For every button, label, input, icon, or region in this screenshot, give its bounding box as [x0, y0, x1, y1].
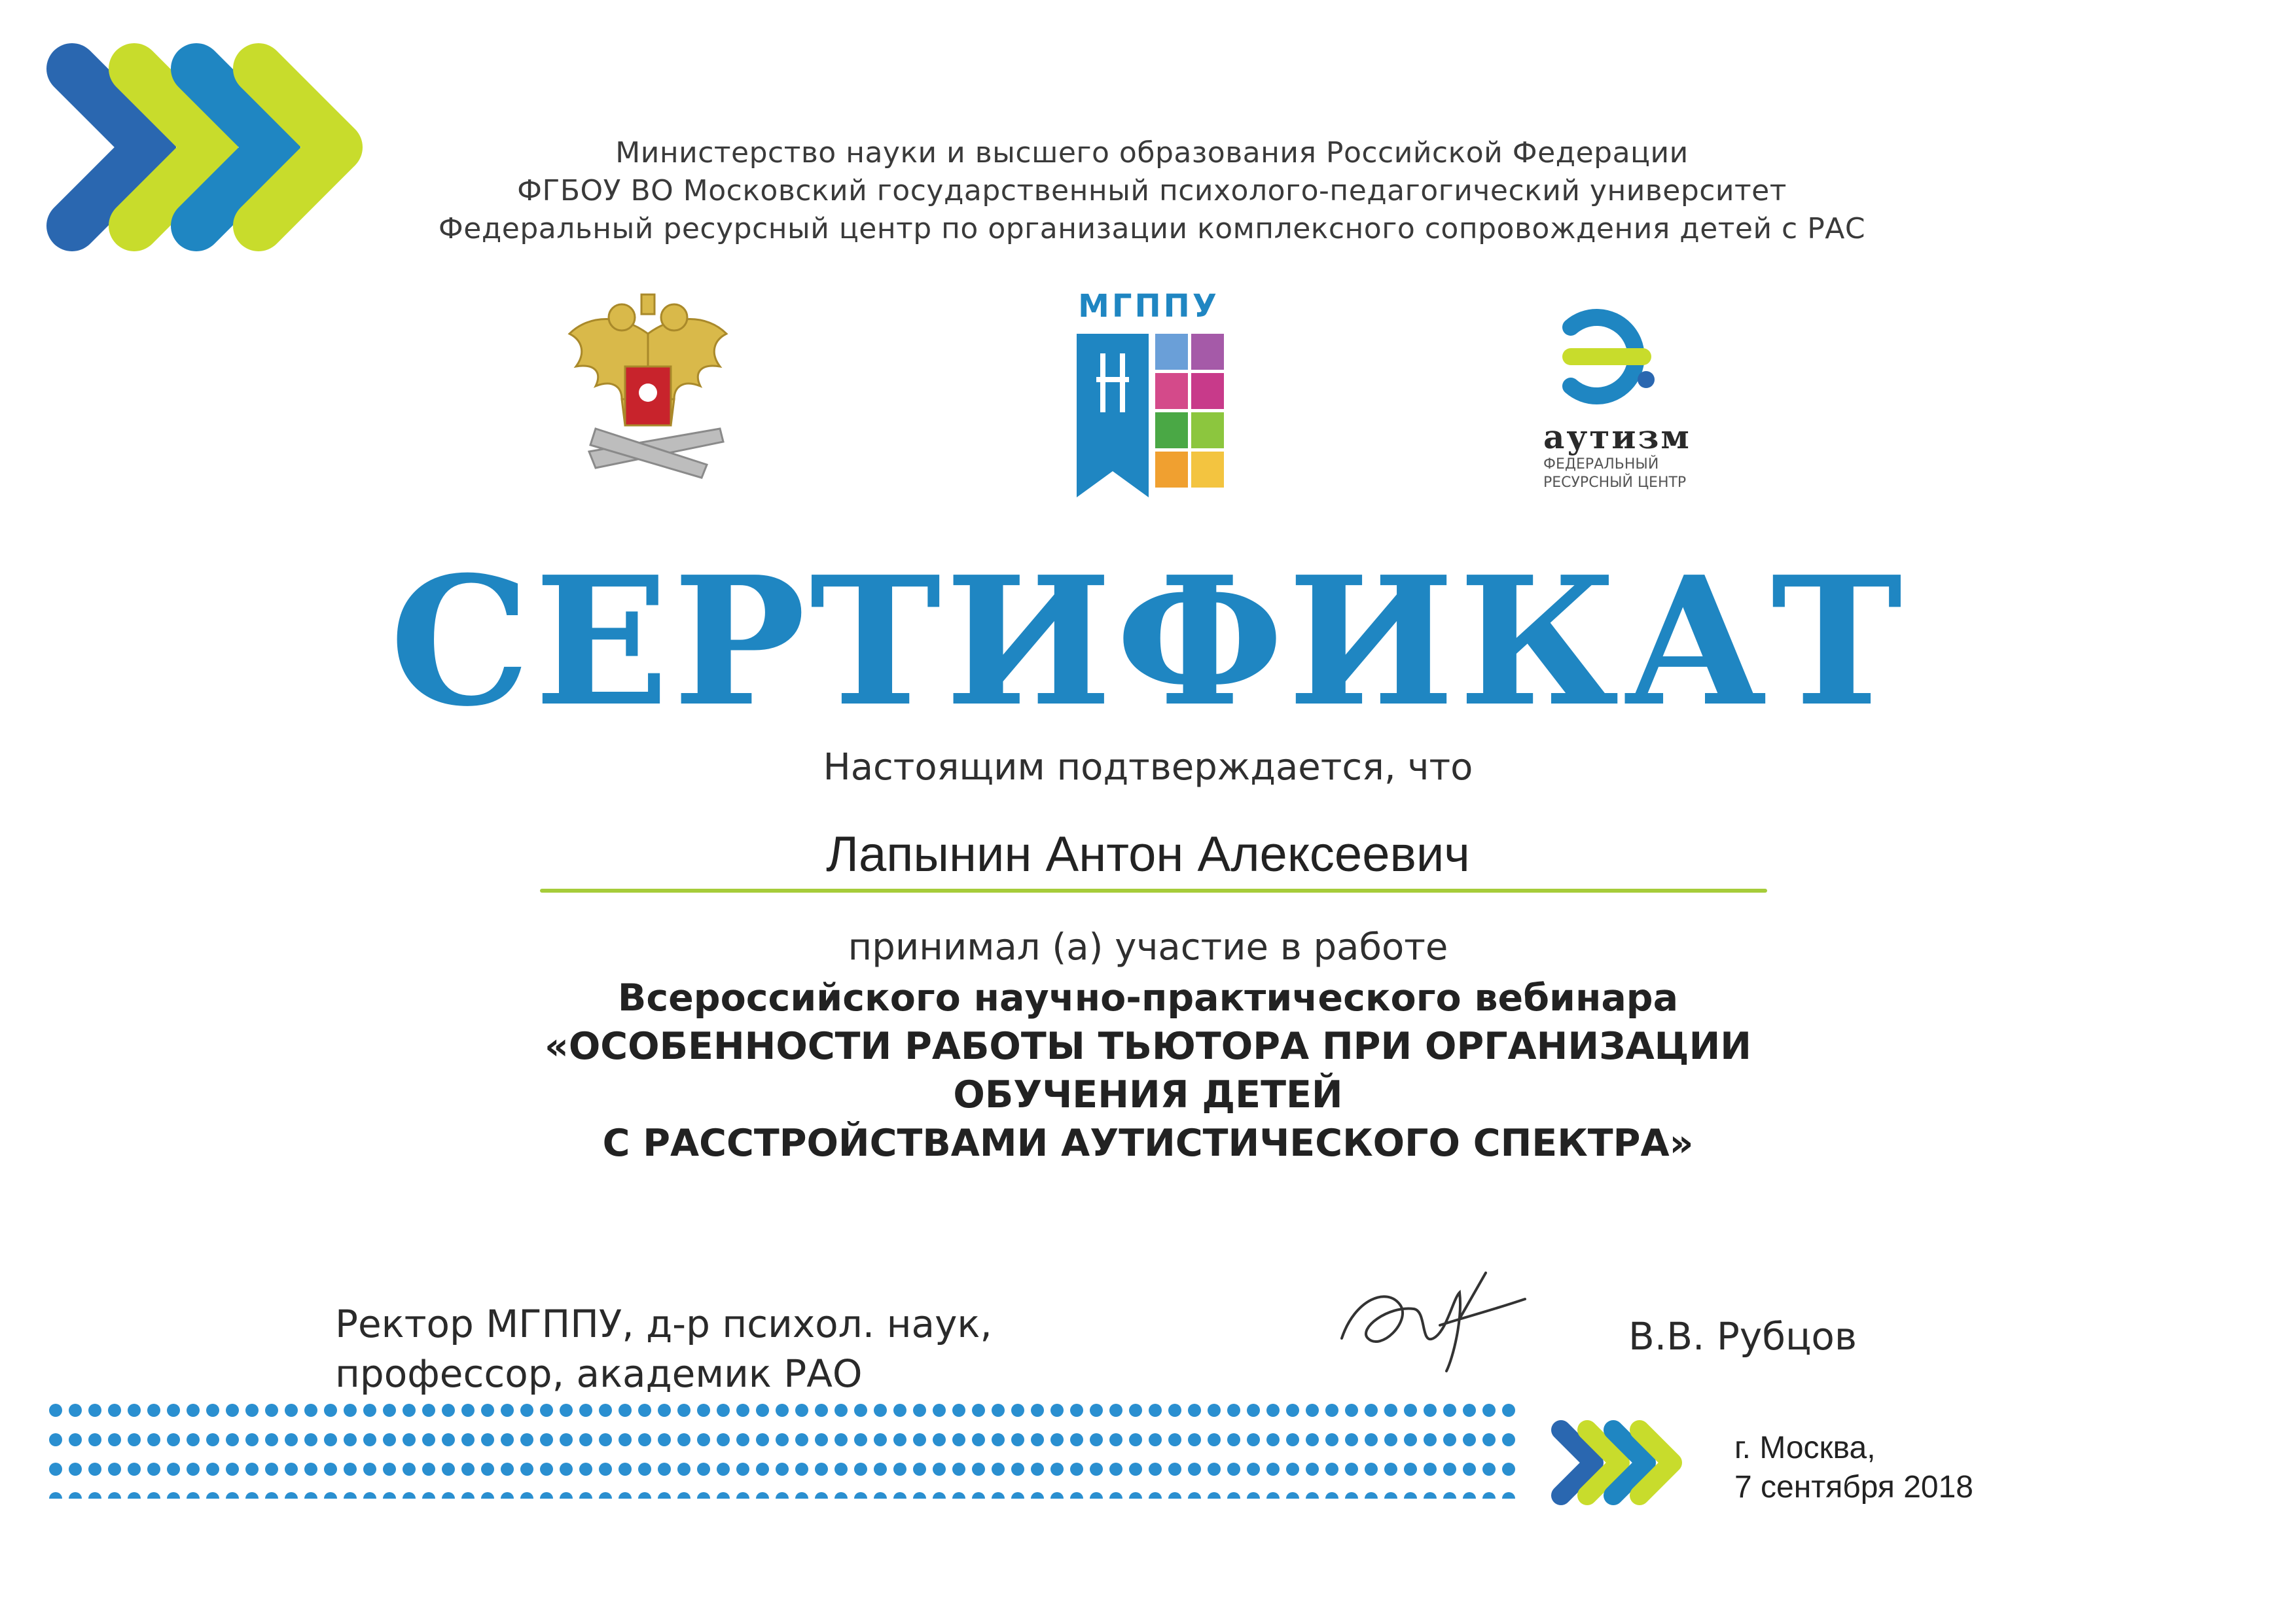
coat-of-arms-icon: [550, 288, 746, 517]
city: г. Москва,: [1734, 1431, 1876, 1465]
autism-logo-text: [1543, 419, 1691, 492]
mgppu-logo-icon: [1077, 334, 1227, 497]
recipient-name: Лапынин Антон Алексеевич: [826, 827, 1470, 882]
confirm-text: Настоящим подтверждается, что: [823, 746, 1473, 789]
event-line-4: С РАССТРОЙСТВАМИ АУТИСТИЧЕСКОГО СПЕКТРА»: [602, 1122, 1694, 1165]
signature-icon: [1329, 1260, 1538, 1384]
header-center: Федеральный ресурсный центр по организации комплексного сопровождения детей с РАС: [438, 212, 1866, 245]
mgppu-logo: [1060, 288, 1237, 325]
event-title: [0, 974, 2296, 1168]
autism-sub2: РЕСУРСНЫЙ ЦЕНТР: [1543, 474, 1687, 491]
event-line-1: Всероссийского научно-практического вебинара: [617, 976, 1679, 1020]
autism-label: аутизм: [1543, 418, 1691, 456]
event-line-3: ОБУЧЕНИЯ ДЕТЕЙ: [953, 1073, 1343, 1116]
signer-position: [335, 1299, 992, 1399]
header-ministry: Министерство науки и высшего образования Российской Федерации: [615, 136, 1689, 169]
place-date: [1734, 1429, 1973, 1507]
chevron-logo-small-icon: [1548, 1417, 1692, 1508]
certificate-title: СЕРТИФИКАТ: [389, 537, 1907, 745]
autism-logo-icon: [1545, 301, 1676, 412]
header-organizations: [367, 134, 1937, 248]
participation-text: принимал (а) участие в работе: [848, 926, 1448, 969]
date: 7 сентября 2018: [1734, 1470, 1973, 1505]
autism-sub1: ФЕДЕРАЛЬНЫЙ: [1543, 456, 1659, 473]
dot-pattern-icon: [46, 1400, 1518, 1499]
mgppu-label: МГППУ: [1078, 288, 1219, 325]
event-line-2: «ОСОБЕННОСТИ РАБОТЫ ТЬЮТОРА ПРИ ОРГАНИЗАЦИИ: [545, 1025, 1751, 1068]
chevron-logo-icon: [46, 43, 412, 252]
name-underline: [540, 889, 1767, 893]
signer-position-line-2: профессор, академик РАО: [335, 1351, 863, 1396]
signer-position-line-1: Ректор МГППУ, д-р психол. наук,: [335, 1302, 992, 1346]
signer-name: В.В. Рубцов: [1628, 1314, 1857, 1359]
header-university: ФГБОУ ВО Московский государственный психолого-педагогический университет: [517, 174, 1787, 207]
